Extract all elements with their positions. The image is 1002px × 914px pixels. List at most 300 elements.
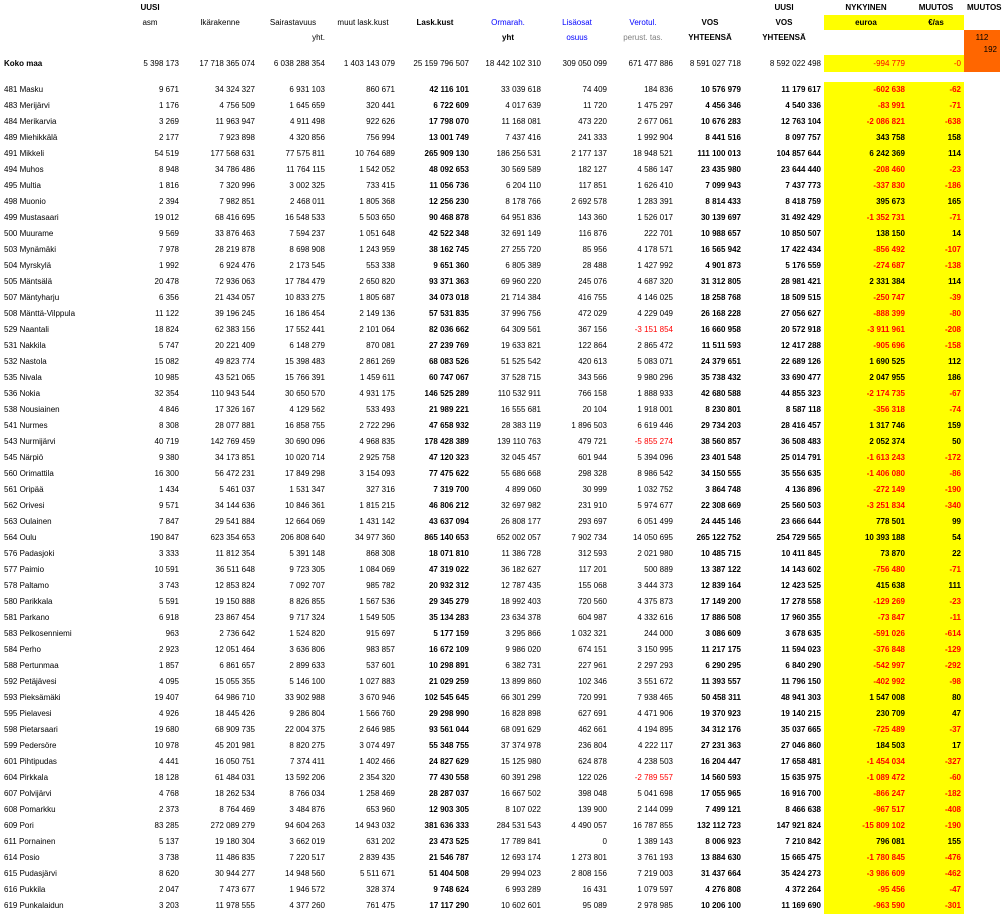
cell-vos-nykyinen: 8 097 757: [785, 133, 821, 142]
table-row: [0, 898, 1000, 914]
cell-omarah: 8 107 022: [505, 805, 541, 814]
cell-ikarakenne: 68 416 695: [214, 213, 255, 222]
municipality-name: 598 Pietarsaari: [4, 725, 58, 734]
cell-muutos-as: -208: [908, 322, 964, 338]
header-extra-192: 192: [964, 45, 1000, 55]
cell-lisaosat: 1 273 801: [571, 853, 607, 862]
table-row: [0, 210, 1000, 226]
table-row: [0, 402, 1000, 418]
cell-muut-lask-kust: 1 805 687: [359, 293, 395, 302]
table-row: [0, 882, 1000, 898]
cell-verotul: 1 032 752: [637, 485, 673, 494]
cell-lisaosat: 117 851: [578, 181, 607, 190]
municipality-name: 529 Naantali: [4, 325, 49, 334]
cell-omarah: 17 789 841: [500, 837, 541, 846]
cell-vos-uusi: 3 086 609: [705, 629, 741, 638]
cell-lask-kust: 102 545 645: [424, 693, 469, 702]
header-ikarakenne: Ikärakenne: [200, 18, 240, 27]
cell-muutos-euro: 6 242 369: [824, 146, 908, 162]
cell-vos-nykyinen: 28 981 421: [780, 277, 821, 286]
cell-ikarakenne: 64 986 710: [214, 693, 255, 702]
header-euroa: euroa: [824, 15, 908, 30]
cell-sairastavuus: 16 186 454: [284, 309, 325, 318]
cell-sairastavuus: 6 148 279: [289, 341, 325, 350]
cell-omarah: 11 386 728: [501, 549, 541, 558]
header-yht-2: yht: [502, 33, 514, 42]
table-row: [0, 530, 1000, 546]
header-muutos-euro: MUUTOS: [918, 3, 954, 12]
cell-sairastavuus: 15 398 483: [284, 357, 325, 366]
cell-verotul: 7 938 465: [637, 693, 673, 702]
cell-muutos-as: 50: [908, 434, 964, 450]
cell-muut-lask-kust: 2 861 269: [359, 357, 395, 366]
cell-muut-lask-kust: 868 308: [366, 549, 395, 558]
cell-muutos-euro: 184 503: [824, 738, 908, 754]
table-row: [0, 418, 1000, 434]
cell-sairastavuus: 206 808 640: [280, 533, 325, 542]
cell-asm: 19 012: [154, 213, 179, 222]
cell-sairastavuus: 9 717 324: [289, 613, 325, 622]
cell-sairastavuus: 7 092 707: [289, 581, 325, 590]
cell-asm: 11 122: [155, 309, 179, 318]
cell-ikarakenne: 18 262 534: [214, 789, 255, 798]
cell-vos-nykyinen: 31 492 429: [780, 213, 821, 222]
cell-muutos-euro: 2 047 955: [824, 370, 908, 386]
cell-muut-lask-kust: 1 084 069: [359, 565, 395, 574]
total-name: Koko maa: [4, 59, 43, 68]
cell-asm: 1 816: [158, 181, 179, 190]
cell-muut-lask-kust: 860 671: [366, 85, 395, 94]
cell-muutos-as: -158: [908, 338, 964, 354]
cell-ikarakenne: 45 201 981: [214, 741, 255, 750]
cell-asm: 2 923: [158, 645, 179, 654]
cell-omarah: 37 528 715: [500, 373, 541, 382]
cell-omarah: 10 602 601: [500, 901, 541, 910]
cell-asm: 6 356: [158, 293, 179, 302]
cell-muut-lask-kust: 3 670 946: [359, 693, 395, 702]
cell-muut-lask-kust: 761 475: [366, 901, 395, 910]
cell-sairastavuus: 8 698 908: [289, 245, 325, 254]
cell-verotul: 1 427 992: [637, 261, 673, 270]
total-lask-kust: 25 159 796 507: [413, 59, 469, 68]
cell-lask-kust: 21 989 221: [428, 405, 469, 414]
cell-muutos-euro: 395 673: [824, 194, 908, 210]
cell-muutos-as: 158: [908, 130, 964, 146]
cell-muutos-as: -301: [908, 898, 964, 914]
cell-sairastavuus: 13 592 206: [284, 773, 325, 782]
cell-sairastavuus: 10 833 275: [284, 293, 325, 302]
cell-vos-uusi: 23 435 980: [700, 165, 741, 174]
cell-asm: 8 948: [158, 165, 179, 174]
table-row: [0, 642, 1000, 658]
cell-vos-uusi: 4 901 873: [705, 261, 741, 270]
cell-asm: 83 285: [154, 821, 179, 830]
cell-muutos-as: 114: [908, 274, 964, 290]
cell-vos-uusi: 7 099 943: [705, 181, 741, 190]
cell-sairastavuus: 9 286 804: [289, 709, 325, 718]
cell-vos-uusi: 4 276 808: [705, 885, 741, 894]
table-row: [0, 818, 1000, 834]
cell-sairastavuus: 9 723 305: [289, 565, 325, 574]
cell-omarah: 37 996 756: [500, 309, 541, 318]
cell-omarah: 37 374 978: [500, 741, 541, 750]
municipality-name: 499 Mustasaari: [4, 213, 59, 222]
cell-asm: 5 591: [158, 597, 179, 606]
cell-ikarakenne: 34 144 636: [214, 501, 255, 510]
cell-muutos-as: 22: [908, 546, 964, 562]
header-omarah: Ormarah.: [491, 18, 525, 27]
cell-sairastavuus: 33 902 988: [284, 693, 325, 702]
cell-verotul: 222 701: [644, 229, 673, 238]
cell-muutos-euro: -1 780 845: [824, 850, 908, 866]
cell-muutos-as: -340: [908, 498, 964, 514]
cell-omarah: 16 555 681: [500, 405, 541, 414]
cell-omarah: 28 383 119: [501, 421, 541, 430]
cell-muutos-euro: 1 317 746: [824, 418, 908, 434]
cell-verotul: 6 051 499: [637, 517, 673, 526]
cell-lisaosat: 16 431: [582, 885, 607, 894]
cell-muutos-euro: 778 501: [824, 514, 908, 530]
cell-muut-lask-kust: 1 542 052: [359, 165, 395, 174]
cell-lask-kust: 381 636 333: [424, 821, 469, 830]
cell-muutos-as: -327: [908, 754, 964, 770]
total-row: [0, 55, 1000, 72]
total-vos-uusi: 8 591 027 718: [689, 59, 741, 68]
cell-muut-lask-kust: 983 857: [366, 645, 395, 654]
cell-lask-kust: 60 747 067: [428, 373, 469, 382]
cell-lask-kust: 6 722 609: [433, 101, 469, 110]
cell-muutos-euro: -542 997: [824, 658, 908, 674]
municipality-name: 495 Multia: [4, 181, 41, 190]
cell-lisaosat: 4 490 057: [571, 821, 607, 830]
cell-vos-uusi: 10 676 283: [700, 117, 741, 126]
cell-muutos-as: -190: [908, 482, 964, 498]
cell-asm: 8 308: [158, 421, 179, 430]
cell-lask-kust: 20 932 312: [428, 581, 469, 590]
cell-lisaosat: 720 991: [578, 693, 607, 702]
cell-lask-kust: 17 117 290: [429, 901, 469, 910]
cell-lask-kust: 16 672 109: [428, 645, 469, 654]
cell-vos-nykyinen: 10 850 507: [780, 229, 821, 238]
header-uusi: UUSI: [774, 3, 794, 12]
cell-muutos-euro: 10 393 188: [824, 530, 908, 546]
table-row: [0, 770, 1000, 786]
cell-asm: 4 846: [158, 405, 179, 414]
cell-vos-nykyinen: 7 210 842: [785, 837, 821, 846]
cell-muut-lask-kust: 653 960: [366, 805, 395, 814]
cell-vos-uusi: 10 576 979: [700, 85, 741, 94]
cell-vos-nykyinen: 27 046 860: [780, 741, 821, 750]
header-muutos-as: MUUTOS: [967, 3, 1002, 12]
cell-muutos-euro: -1 406 080: [824, 466, 908, 482]
cell-ikarakenne: 34 324 327: [214, 85, 255, 94]
cell-vos-uusi: 3 864 748: [705, 485, 741, 494]
cell-muut-lask-kust: 2 839 435: [359, 853, 395, 862]
cell-muut-lask-kust: 2 646 985: [359, 725, 395, 734]
cell-sairastavuus: 11 764 115: [286, 165, 325, 174]
cell-muut-lask-kust: 1 459 611: [360, 373, 395, 382]
cell-vos-uusi: 8 441 516: [705, 133, 741, 142]
cell-ikarakenne: 68 909 735: [214, 725, 255, 734]
cell-vos-nykyinen: 3 678 635: [785, 629, 821, 638]
cell-lisaosat: 1 896 503: [571, 421, 607, 430]
cell-vos-uusi: 17 055 965: [700, 789, 741, 798]
cell-muutos-euro: -591 026: [824, 626, 908, 642]
table-row: [0, 82, 1000, 98]
cell-ikarakenne: 11 963 947: [215, 117, 255, 126]
cell-omarah: 16 667 502: [500, 789, 541, 798]
table-row: [0, 466, 1000, 482]
cell-vos-nykyinen: 48 941 303: [780, 693, 821, 702]
table-row: [0, 690, 1000, 706]
cell-lisaosat: 122 026: [578, 773, 607, 782]
header-per-as: €/as: [908, 15, 964, 30]
cell-lask-kust: 17 798 070: [428, 117, 469, 126]
cell-muutos-as: 112: [908, 354, 964, 370]
cell-verotul: 1 626 410: [637, 181, 673, 190]
cell-omarah: 68 091 629: [500, 725, 541, 734]
cell-verotul: 5 394 096: [637, 453, 673, 462]
cell-verotul: 4 687 320: [637, 277, 673, 286]
table-row: [0, 146, 1000, 162]
cell-verotul: 4 471 906: [637, 709, 673, 718]
cell-ikarakenne: 142 769 459: [210, 437, 255, 446]
cell-sairastavuus: 3 636 806: [289, 645, 325, 654]
header-vos-uusi: VOS: [701, 18, 719, 27]
municipality-name: 489 Miehikkälä: [4, 133, 58, 142]
cell-lisaosat: 117 201: [578, 565, 607, 574]
cell-omarah: 110 532 911: [497, 389, 541, 398]
municipality-name: 508 Mänttä-Vilppula: [4, 309, 76, 318]
table-row: [0, 98, 1000, 114]
cell-lisaosat: 604 987: [578, 613, 607, 622]
cell-vos-uusi: 10 206 100: [700, 901, 741, 910]
table-row: [0, 194, 1000, 210]
total-vos-nykyinen: 8 592 022 498: [769, 59, 821, 68]
cell-vos-uusi: 14 560 593: [700, 773, 741, 782]
cell-omarah: 64 951 836: [500, 213, 541, 222]
cell-omarah: 6 382 731: [505, 661, 541, 670]
table-row: [0, 498, 1000, 514]
cell-lask-kust: 43 637 094: [428, 517, 469, 526]
cell-muutos-as: -186: [908, 178, 964, 194]
cell-verotul: 18 948 521: [632, 149, 673, 158]
cell-vos-uusi: 42 680 588: [700, 389, 741, 398]
cell-muutos-euro: -95 456: [824, 882, 908, 898]
cell-omarah: 4 899 060: [505, 485, 541, 494]
cell-lask-kust: 5 177 159: [433, 629, 469, 638]
cell-lisaosat: 241 333: [578, 133, 607, 142]
cell-sairastavuus: 1 524 820: [289, 629, 325, 638]
cell-vos-nykyinen: 16 916 700: [780, 789, 821, 798]
cell-asm: 19 407: [154, 693, 179, 702]
cell-muut-lask-kust: 328 374: [366, 885, 395, 894]
table-row: [0, 546, 1000, 562]
cell-omarah: 69 960 220: [500, 277, 541, 286]
cell-lask-kust: 47 120 323: [428, 453, 469, 462]
cell-lisaosat: 231 910: [578, 501, 607, 510]
cell-lisaosat: 155 068: [578, 581, 607, 590]
cell-lask-kust: 93 371 363: [428, 277, 469, 286]
cell-muutos-as: -476: [908, 850, 964, 866]
cell-verotul: 3 551 672: [637, 677, 673, 686]
cell-muutos-as: 155: [908, 834, 964, 850]
header-vos-nykyinen: VOS: [775, 18, 793, 27]
cell-sairastavuus: 4 377 260: [289, 901, 325, 910]
cell-muutos-euro: -250 747: [824, 290, 908, 306]
cell-vos-uusi: 265 122 752: [696, 533, 741, 542]
spacer-row: [0, 72, 1000, 82]
table-row: [0, 290, 1000, 306]
cell-sairastavuus: 15 766 391: [284, 373, 325, 382]
cell-sairastavuus: 22 004 375: [284, 725, 325, 734]
cell-asm: 1 434: [158, 485, 179, 494]
cell-muutos-euro: -376 848: [824, 642, 908, 658]
cell-lisaosat: 1 032 321: [571, 629, 607, 638]
cell-vos-nykyinen: 25 560 503: [780, 501, 821, 510]
cell-muutos-euro: 415 638: [824, 578, 908, 594]
cell-muutos-as: 114: [908, 146, 964, 162]
municipality-name: 608 Pomarkku: [4, 805, 56, 814]
cell-omarah: 11 168 081: [501, 117, 541, 126]
cell-vos-uusi: 11 217 175: [701, 645, 741, 654]
cell-lisaosat: 85 956: [582, 245, 607, 254]
cell-lisaosat: 122 864: [578, 341, 607, 350]
cell-sairastavuus: 10 020 714: [284, 453, 325, 462]
cell-muutos-as: -23: [908, 594, 964, 610]
cell-vos-uusi: 8 006 923: [705, 837, 741, 846]
cell-muutos-as: -129: [908, 642, 964, 658]
cell-vos-nykyinen: 147 921 824: [776, 821, 821, 830]
cell-omarah: 19 633 821: [500, 341, 541, 350]
cell-vos-uusi: 24 445 146: [700, 517, 741, 526]
cell-sairastavuus: 7 594 237: [289, 229, 325, 238]
header-row-3: [0, 30, 1000, 45]
table-row: [0, 322, 1000, 338]
header-lisaosat: Lisäosat: [562, 18, 592, 27]
cell-sairastavuus: 30 650 570: [284, 389, 325, 398]
cell-verotul: 16 787 855: [632, 821, 673, 830]
cell-muutos-as: 99: [908, 514, 964, 530]
cell-lisaosat: 293 697: [578, 517, 607, 526]
cell-muutos-euro: -1 352 731: [824, 210, 908, 226]
table-row: [0, 130, 1000, 146]
cell-sairastavuus: 4 129 562: [289, 405, 325, 414]
cell-lisaosat: 227 961: [578, 661, 607, 670]
cell-omarah: 60 391 298: [500, 773, 541, 782]
cell-muut-lask-kust: 2 149 136: [359, 309, 395, 318]
cell-vos-uusi: 27 231 363: [700, 741, 741, 750]
cell-muut-lask-kust: 1 566 760: [359, 709, 395, 718]
cell-lask-kust: 90 468 878: [428, 213, 469, 222]
cell-ikarakenne: 21 434 057: [214, 293, 255, 302]
cell-vos-nykyinen: 18 509 515: [780, 293, 821, 302]
cell-asm: 3 269: [158, 117, 179, 126]
cell-asm: 15 082: [154, 357, 179, 366]
cell-asm: 9 671: [158, 85, 179, 94]
table-row: [0, 450, 1000, 466]
cell-muut-lask-kust: 5 511 671: [360, 869, 395, 878]
cell-vos-uusi: 50 458 311: [701, 693, 741, 702]
cell-muutos-euro: 343 758: [824, 130, 908, 146]
municipality-name: 619 Punkalaidun: [4, 901, 64, 910]
cell-muut-lask-kust: 327 316: [366, 485, 395, 494]
cell-verotul: 4 238 503: [637, 757, 673, 766]
cell-vos-nykyinen: 12 423 525: [780, 581, 821, 590]
cell-sairastavuus: 7 374 411: [290, 757, 325, 766]
cell-vos-nykyinen: 4 372 264: [785, 885, 821, 894]
header-sairastavuus: Sairastavuus: [269, 18, 317, 27]
municipality-name: 615 Pudasjärvi: [4, 869, 57, 878]
table-row: [0, 306, 1000, 322]
cell-lask-kust: 42 116 101: [429, 85, 469, 94]
cell-muutos-as: -71: [908, 210, 964, 226]
cell-verotul: -3 151 854: [634, 325, 673, 334]
cell-muut-lask-kust: 1 549 505: [359, 613, 395, 622]
cell-muut-lask-kust: 1 567 536: [359, 597, 395, 606]
cell-sairastavuus: 6 931 103: [289, 85, 325, 94]
cell-muutos-euro: 796 081: [824, 834, 908, 850]
cell-muutos-euro: -866 247: [824, 786, 908, 802]
cell-muutos-euro: -1 454 034: [824, 754, 908, 770]
cell-omarah: 3 295 866: [505, 629, 541, 638]
cell-asm: 16 300: [154, 469, 179, 478]
municipality-name: 607 Polvijärvi: [4, 789, 52, 798]
cell-lask-kust: 51 404 508: [428, 869, 469, 878]
cell-vos-uusi: 31 437 664: [700, 869, 741, 878]
cell-verotul: 2 677 061: [637, 117, 673, 126]
cell-sairastavuus: 5 391 148: [289, 549, 325, 558]
municipality-name: 484 Merikarvia: [4, 117, 57, 126]
cell-ikarakenne: 49 823 774: [214, 357, 255, 366]
total-asm: 5 398 173: [143, 59, 179, 68]
cell-asm: 1 857: [158, 661, 179, 670]
cell-vos-uusi: 4 456 346: [705, 101, 741, 110]
cell-omarah: 30 569 589: [500, 165, 541, 174]
cell-vos-nykyinen: 254 729 565: [776, 533, 821, 542]
cell-lask-kust: 12 903 305: [428, 805, 469, 814]
table-row: [0, 866, 1000, 882]
cell-lisaosat: 720 560: [578, 597, 607, 606]
cell-lisaosat: 462 661: [578, 725, 607, 734]
cell-vos-nykyinen: 17 278 558: [780, 597, 821, 606]
cell-vos-nykyinen: 17 422 434: [780, 245, 821, 254]
cell-vos-uusi: 23 401 548: [700, 453, 741, 462]
cell-vos-nykyinen: 12 763 104: [780, 117, 821, 126]
cell-omarah: 55 686 668: [500, 469, 541, 478]
cell-ikarakenne: 110 943 544: [211, 389, 255, 398]
cell-ikarakenne: 12 853 824: [214, 581, 255, 590]
cell-lisaosat: 627 691: [578, 709, 607, 718]
table-row: [0, 834, 1000, 850]
table-row: [0, 594, 1000, 610]
cell-muut-lask-kust: 1 805 368: [359, 197, 395, 206]
cell-vos-nykyinen: 15 635 975: [780, 773, 821, 782]
cell-muutos-euro: -272 149: [824, 482, 908, 498]
cell-asm: 54 519: [154, 149, 179, 158]
cell-lisaosat: 473 220: [578, 117, 607, 126]
cell-lask-kust: 9 748 624: [433, 885, 469, 894]
municipality-name: 504 Myrskylä: [4, 261, 52, 270]
cell-asm: 2 394: [158, 197, 179, 206]
municipality-name: 592 Petäjävesi: [4, 677, 57, 686]
cell-muut-lask-kust: 1 815 215: [359, 501, 395, 510]
cell-asm: 5 137: [158, 837, 179, 846]
cell-vos-uusi: 22 308 669: [700, 501, 741, 510]
cell-sairastavuus: 3 002 325: [289, 181, 325, 190]
cell-verotul: 1 526 017: [637, 213, 673, 222]
cell-omarah: 7 437 416: [505, 133, 541, 142]
